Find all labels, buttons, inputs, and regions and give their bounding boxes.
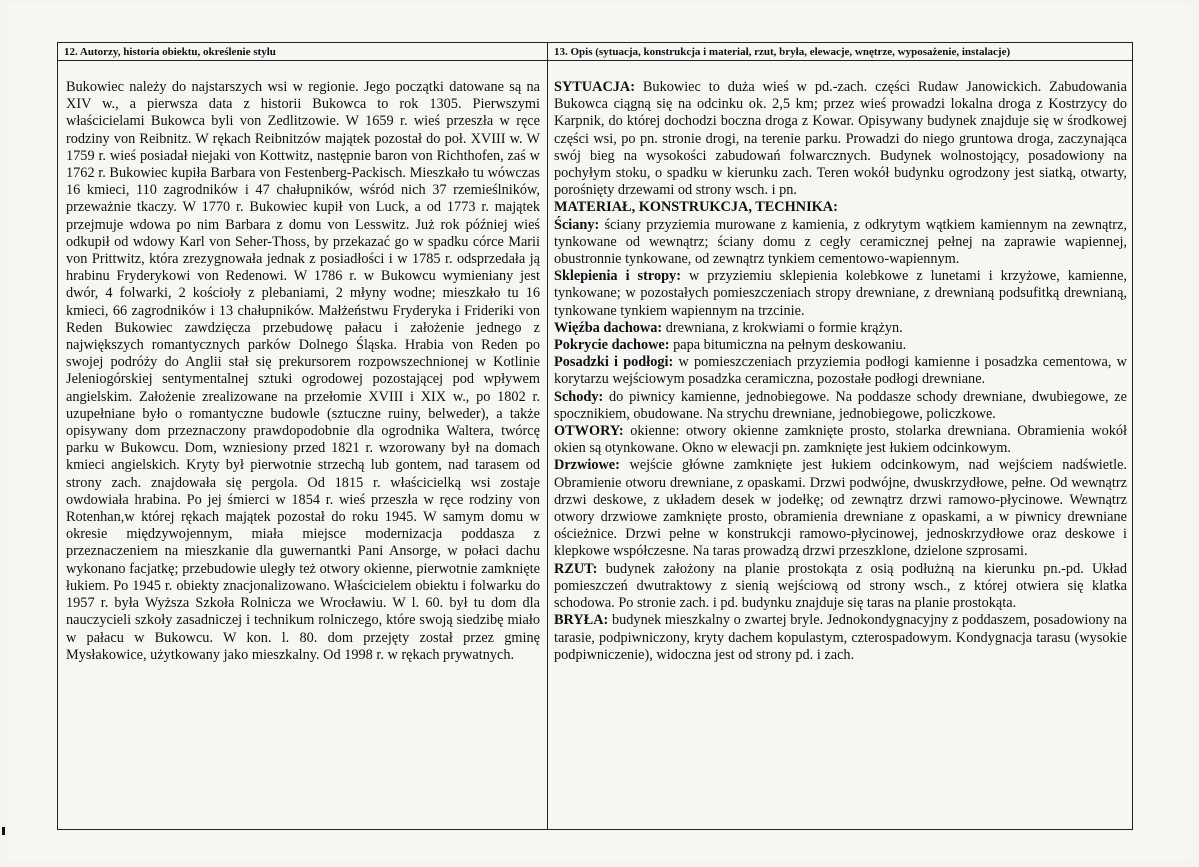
- description-section: [554, 337, 1127, 354]
- description-section: [554, 79, 1127, 199]
- history-text: Bukowiec należy do najstarszych wsi w regionie. Jego początki datowane są na XIV w., a pierwsza data z historii Bukowca to rok 1305. Pierwszymi właścicielami Bukowca byli von Zedlitzowie. W 1659 r. wieś przeszła w ręce rodziny von Reibnitz. W rękach Reibnitzów majątek pozostał do poł. XVIII w. W 1759 r. wieś posiadał niejaki von Kottwitz, następnie baron von Richthofen, zaś w 1762 r. Bukowiec kupiła Barbara von Festenberg-Packisch. Mieszkało tu wówczas 16 kmieci, 110 zagrodników i 47 chałupników, wśród nich 37 rzemieślników, przeważnie tkaczy. W 1770 r. Bukowiec kupił von Luck, a od 1773 r. majątek przejmuje wdowa po nim Barbara z domu von Lesswitz. Już rok później wieś odkupił od wdowy Karl von Seher-Thoss, by przekazać go w spadku córce Marii von Prittwitz, która zrezygnowała jednak z posiadłości i w 1785 r. odsprzedała ją hrabinu Fryderykowi von Redenowi. W 1786 r. w Bukowcu wymieniany jest dwór, 4 folwarki, 2 kościoły z plebaniami, 2 młyny wodne; mieszkało tu 16 kmieci, 66 zagrodników i 13 chałupników. Małżeństwu Fryderyka i Frideriki von Reden Bukowiec zawdzięcza przebudowę pałacu i założenie jednego z największych romantycznych parków Dolnego Śląska. Hrabia von Reden po swojej podróży do Anglii stał się prekursorem rozpowszechnionej w Kotlinie Jeleniogórskiej sentymentalnej sztuki ogrodowej pozostającej pod wpływem angielskim. Założenie zrealizowane na przełomie XVIII i XIX w., po 1802 r. uzupełniane było o romantyczne budowle (sztuczne ruiny, belweder), a także opisywany dom przeznaczony prawdopodobnie dla ogrodnika Waltera, twórcę parku w Bukowcu. Dom, wzniesiony przed 1821 r. wzorowany był na domach kmieci angielskich. Kryty był pierwotnie strzechą lub gontem, nad tarasem od strony zach. znajdowała się pergola. Od 1815 r. właścicielką wsi zostaje owdowiała hrabina. Po jej śmierci w 1854 r. wieś przeszła w ręce rodziny von Rotenhan,w której rękach majątek pozostał do roku 1945. W samym domu w okresie międzywojennym, miała miejsce modernizacja poddasza z przeznaczeniem na mieszkanie dla guwernantki Pani Ansorge, w połaci dachu wykonano facjatkę; przebudowie uległy też otwory okienne, pierwotnie zamknięte łukiem. Po 1945 r. obiekty znacjonalizowano. Właścicielem obiektu i folwarku do 1957 r. była Wyższa Szkoła Rolnicza we Wrocławiu. W l. 60. był tu dom dla nauczycieli szkoły zasadniczej i technikum rolniczego, które swoją siedzibę miało w pałacu w Bukowcu. W kon. l. 80. dom przejęty został przez gminę Mysłakowice, użytkowany jako mieszkalny. Od 1998 r. w rękach prywatnych.: [66, 79, 540, 663]
- section-label: Posadzki i podłogi:: [554, 354, 674, 371]
- description-header: 13. Opis (sytuacja, konstrukcja i materiał, rzut, bryła, elewacje, wnętrze, wyposażenie, instalacje): [548, 43, 1132, 61]
- description-section: [554, 320, 1127, 337]
- description-section: [554, 354, 1127, 388]
- description-section: [554, 561, 1127, 613]
- description-text: [554, 79, 1127, 664]
- history-column: [58, 43, 548, 829]
- section-text: do piwnicy kamienne, jednobiegowe. Na poddasze schody drewniane, dwubiegowe, ze spocznikiem, obudowane. Na strychu drewniane, jednobiegowe, policzkowe.: [554, 388, 1127, 422]
- section-label: Schody:: [554, 388, 604, 405]
- section-text: okienne: otwory okienne zamknięte prosto, stolarka drewniana. Obramienia wokół okien są otynkowane. Okno w elewacji pn. zamknięte jest łukiem odcinkowym.: [554, 423, 1127, 457]
- section-label: MATERIAŁ, KONSTRUKCJA, TECHNIKA:: [554, 199, 838, 216]
- section-text: ściany przyziemia murowane z kamienia, z odkrytym wątkiem kamiennym na zewnątrz, tynkowane od wewnątrz; ściany domu z cegły ceramicznej pełnej na zaprawie wapiennej, obustronnie tynkowane, od zewnątrz tynkiem cementowo-wapiennym.: [554, 216, 1127, 268]
- section-text: wejście główne zamknięte jest łukiem odcinkowym, nad wejściem nadświetle. Obramienie otworu drewniane, z opaskami. Drzwi podwójne, dwuskrzydłowe, pełne. Od wewnątrz drzwi deskowe, z układem desek w jodełkę; od zewnątrz drzwi ramowo-płycinowe. Wewnątrz otwory drzwiowe zamknięte prosto, obramienia drewniane z opaskami, a w piwnicy drewniane ościeżnice. Drzwi pełne w konstrukcji ramowo-płycinowej, jednoskrzydłowe oraz deskowe i klepkowe współczesne. Na taras prowadzą drzwi przeszklone, dzielone szprosami.: [554, 457, 1127, 560]
- section-label: OTWORY:: [554, 423, 624, 440]
- description-column: [548, 43, 1132, 829]
- section-text: w przyziemiu sklepienia kolebkowe z lunetami i krzyżowe, kamienne, tynkowane; w pozostałych pomieszczeniach stropy drewniane, z drewnianą podsufitką drewnianą, tynkowane tynkiem wapiennym na trzcinie.: [554, 268, 1127, 319]
- section-text: papa bitumiczna na pełnym deskowaniu.: [669, 337, 907, 354]
- description-section: [554, 423, 1127, 457]
- form-table: [57, 42, 1133, 830]
- section-text: budynek założony na planie prostokąta z osią podłużną na kierunku pn.-pd. Układ pomieszczeń dwutraktowy z sienią wejściową od strony wsch., z której otwiera się klatka schodowa. Po stronie zach. i pd. budynku znajduje się taras na planie prostokąta.: [554, 560, 1127, 612]
- description-section: [554, 199, 1127, 216]
- description-section: [554, 217, 1127, 269]
- section-text: Bukowiec to duża wieś w pd.-zach. części Rudaw Janowickich. Zabudowania Bukowca ciągną się na odcinku ok. 2,5 km; przez wieś prowadzi lokalna droga z Kostrzycy do Karpnik, do której dochodzi boczna droga z Kowar. Opisywany budynek znajduje się w środkowej części wsi, po pn. stronie drogi, na terenie parku. Prowadzi do niego gruntowa droga, zaczynająca swój bieg na wysokości zabudowań folwarcznych. Budynek wolnostojący, posadowiony na pochyłym stoku, o spadku w kierunku zach. Teren wokół budynku ogrodzony jest siatką, otwarty, porośnięty drzewami od strony wsch. i pn.: [554, 79, 1127, 199]
- section-label: Ściany:: [554, 216, 600, 233]
- section-label: SYTUACJA:: [554, 79, 636, 95]
- margin-mark: [2, 827, 5, 835]
- section-label: BRYŁA:: [554, 612, 609, 629]
- section-label: RZUT:: [554, 560, 598, 577]
- section-text: w pomieszczeniach przyziemia podłogi kamienne i posadzka cementowa, w korytarzu wejściowym posadzka ceramiczna, pozostałe podłogi drewniane.: [554, 354, 1127, 388]
- section-text: budynek mieszkalny o zwartej bryle. Jednokondygnacyjny z poddaszem, posadowiony na tarasie, podpiwniczony, kryty dachem kopulastym, czterospadowym. Kondygnacja tarasu (wysokie podpiwniczenie), widoczna jest od strony pd. i zach.: [554, 612, 1127, 663]
- description-section: [554, 457, 1127, 560]
- section-label: Drzwiowe:: [554, 457, 620, 474]
- section-label: Więźba dachowa:: [554, 319, 663, 336]
- description-section: [554, 389, 1127, 423]
- description-section: [554, 268, 1127, 320]
- section-label: Sklepienia i stropy:: [554, 268, 681, 285]
- section-label: Pokrycie dachowe:: [554, 337, 670, 354]
- document-sheet: [8, 2, 1191, 862]
- section-text: drewniana, z krokwiami o formie krążyn.: [662, 319, 903, 336]
- description-section: [554, 612, 1127, 664]
- history-header: 12. Autorzy, historia obiektu, określenie stylu: [58, 43, 547, 61]
